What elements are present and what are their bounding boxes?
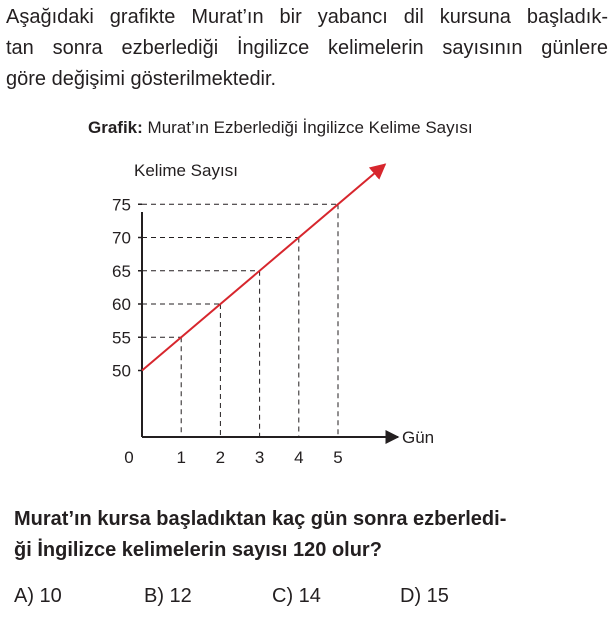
x-tick-label: 4 xyxy=(294,448,304,467)
option-d[interactable]: D) 15 xyxy=(400,585,449,607)
x-tick-label: 2 xyxy=(215,448,226,467)
intro-line-1: Aşağıdaki grafikte Murat’ın bir yabancı dil kursuna başladık- xyxy=(6,6,608,28)
y-axis-label: Kelime Sayısı xyxy=(134,161,238,180)
question-line-1: Murat’ın kursa başladıktan kaç gün sonra ezberledi- xyxy=(14,508,507,530)
x-tick-label: 5 xyxy=(333,448,343,467)
axes xyxy=(142,212,398,437)
x-tick-label: 0 xyxy=(124,448,134,467)
y-tick-label: 65 xyxy=(112,261,131,281)
intro-line-2: tan sonra ezberlediği İngilizce kelimelerin sayısının günlere xyxy=(6,37,608,59)
option-a[interactable]: A) 10 xyxy=(14,585,62,607)
y-tick-label: 75 xyxy=(112,195,131,215)
option-b[interactable]: B) 12 xyxy=(144,585,192,607)
question xyxy=(14,504,606,566)
option-c[interactable]: C) 14 xyxy=(272,585,321,607)
series-line xyxy=(142,164,385,370)
answer-options xyxy=(0,585,612,615)
line-chart xyxy=(0,150,612,480)
y-tick-label: 55 xyxy=(112,328,131,348)
y-tick-label: 60 xyxy=(112,295,131,314)
guide-lines xyxy=(142,204,338,437)
series-line-group xyxy=(142,164,385,370)
chart-title-text: Murat’ın Ezberlediği İngilizce Kelime Sayısı xyxy=(147,118,473,137)
x-tick-label: 1 xyxy=(176,448,186,467)
tick-labels xyxy=(112,195,343,467)
intro-paragraph xyxy=(6,2,608,95)
intro-line-3: göre değişimi gösterilmektedir. xyxy=(6,68,277,90)
y-tick-label: 50 xyxy=(112,361,131,381)
x-axis-label: Gün xyxy=(402,428,435,447)
x-tick-label: 3 xyxy=(254,448,265,467)
y-tick-label: 70 xyxy=(112,228,131,248)
chart-title xyxy=(88,118,473,138)
question-line-2: ği İngilizce kelimelerin sayısı 120 olur? xyxy=(14,539,382,561)
chart-title-prefix: Grafik: xyxy=(88,118,143,137)
